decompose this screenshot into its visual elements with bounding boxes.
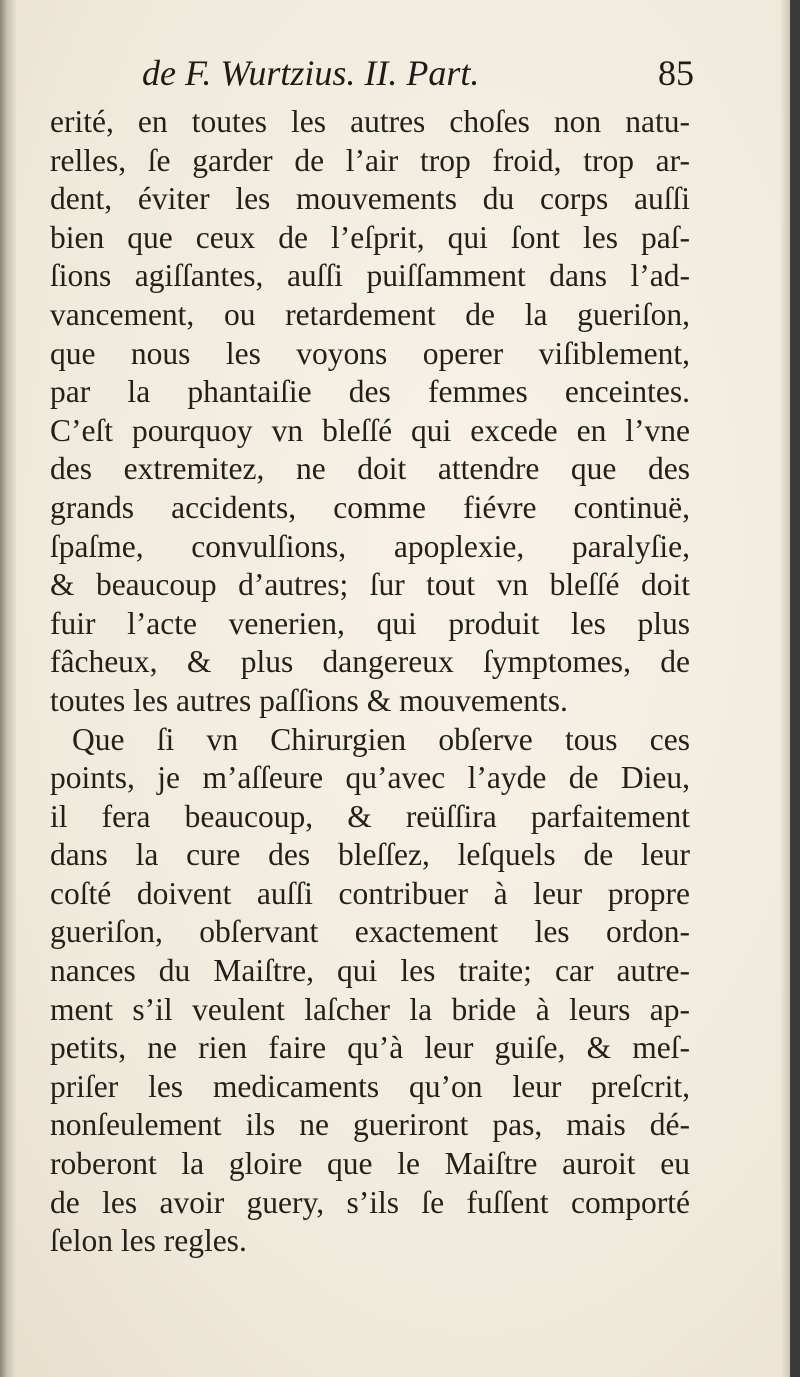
text-line: de les avoir guery, s’ils ſe fuſſent comporté	[50, 1184, 690, 1220]
page-gutter-shadow	[0, 0, 16, 1377]
text-line: vancement, ou retardement de la gueriſon,	[50, 296, 690, 332]
page-edge	[780, 0, 790, 1377]
text-line: toutes les autres paſſions & mouvements.	[50, 682, 568, 718]
page-number: 85	[658, 53, 694, 93]
text-line: C’eſt pourquoy vn bleſſé qui excede en l’vne	[50, 412, 690, 448]
text-line: & beaucoup d’autres; ſur tout vn bleſſé doit	[50, 567, 690, 603]
text-line: grands accidents, comme fiévre continuë,	[50, 489, 690, 525]
running-header	[142, 52, 694, 104]
text-line: coſté doivent auſſi contribuer à leur propre	[50, 875, 690, 911]
text-line: erité, en toutes les autres choſes non natu-	[50, 104, 690, 139]
text-line: roberont la gloire que le Maiſtre auroit eu	[50, 1146, 690, 1182]
text-line: dent, éviter les mouvements du corps auſſi	[50, 181, 690, 217]
text-line: fâcheux, & plus dangereux ſymptomes, de	[50, 644, 690, 680]
text-line: priſer les medicaments qu’on leur preſcrit,	[50, 1068, 690, 1104]
text-line: il fera beaucoup, & reüſſira parfaitement	[50, 798, 690, 834]
text-line: gueriſon, obſervant exactement les ordon-	[50, 914, 690, 950]
text-line: des extremitez, ne doit attendre que des	[50, 451, 690, 487]
text-line: ſions agiſſantes, auſſi puiſſamment dans l’ad-	[50, 258, 690, 294]
text-line: bien que ceux de l’eſprit, qui ſont les paſ-	[50, 219, 690, 255]
text-line: nonſeulement ils ne gueriront pas, mais dé-	[50, 1107, 690, 1143]
text-line: Que ſi vn Chirurgien obſerve tous ces	[72, 721, 690, 757]
text-line: dans la cure des bleſſez, leſquels de leur	[50, 837, 690, 873]
text-line: ſpaſme, convulſions, apoplexie, paralyſie,	[50, 528, 690, 564]
text-line: que nous les voyons operer viſiblement,	[50, 335, 690, 371]
text-line: relles, ſe garder de l’air trop froid, trop ar-	[50, 142, 690, 178]
text-line: points, je m’aſſeure qu’avec l’ayde de Dieu,	[50, 760, 690, 796]
text-line: ſelon les regles.	[50, 1223, 247, 1259]
text-line: par la phantaiſie des femmes enceintes.	[50, 374, 690, 410]
text-line: nances du Maiſtre, qui les traite; car autre-	[50, 953, 690, 989]
running-title: de F. Wurtzius. II. Part.	[142, 53, 480, 93]
text-line: petits, ne rien faire qu’à leur guiſe, & meſ-	[50, 1030, 690, 1066]
text-line: fuir l’acte venerien, qui produit les plus	[50, 605, 690, 641]
body-text	[50, 103, 690, 1261]
text-line: ment s’il veulent laſcher la bride à leurs ap-	[50, 991, 690, 1027]
